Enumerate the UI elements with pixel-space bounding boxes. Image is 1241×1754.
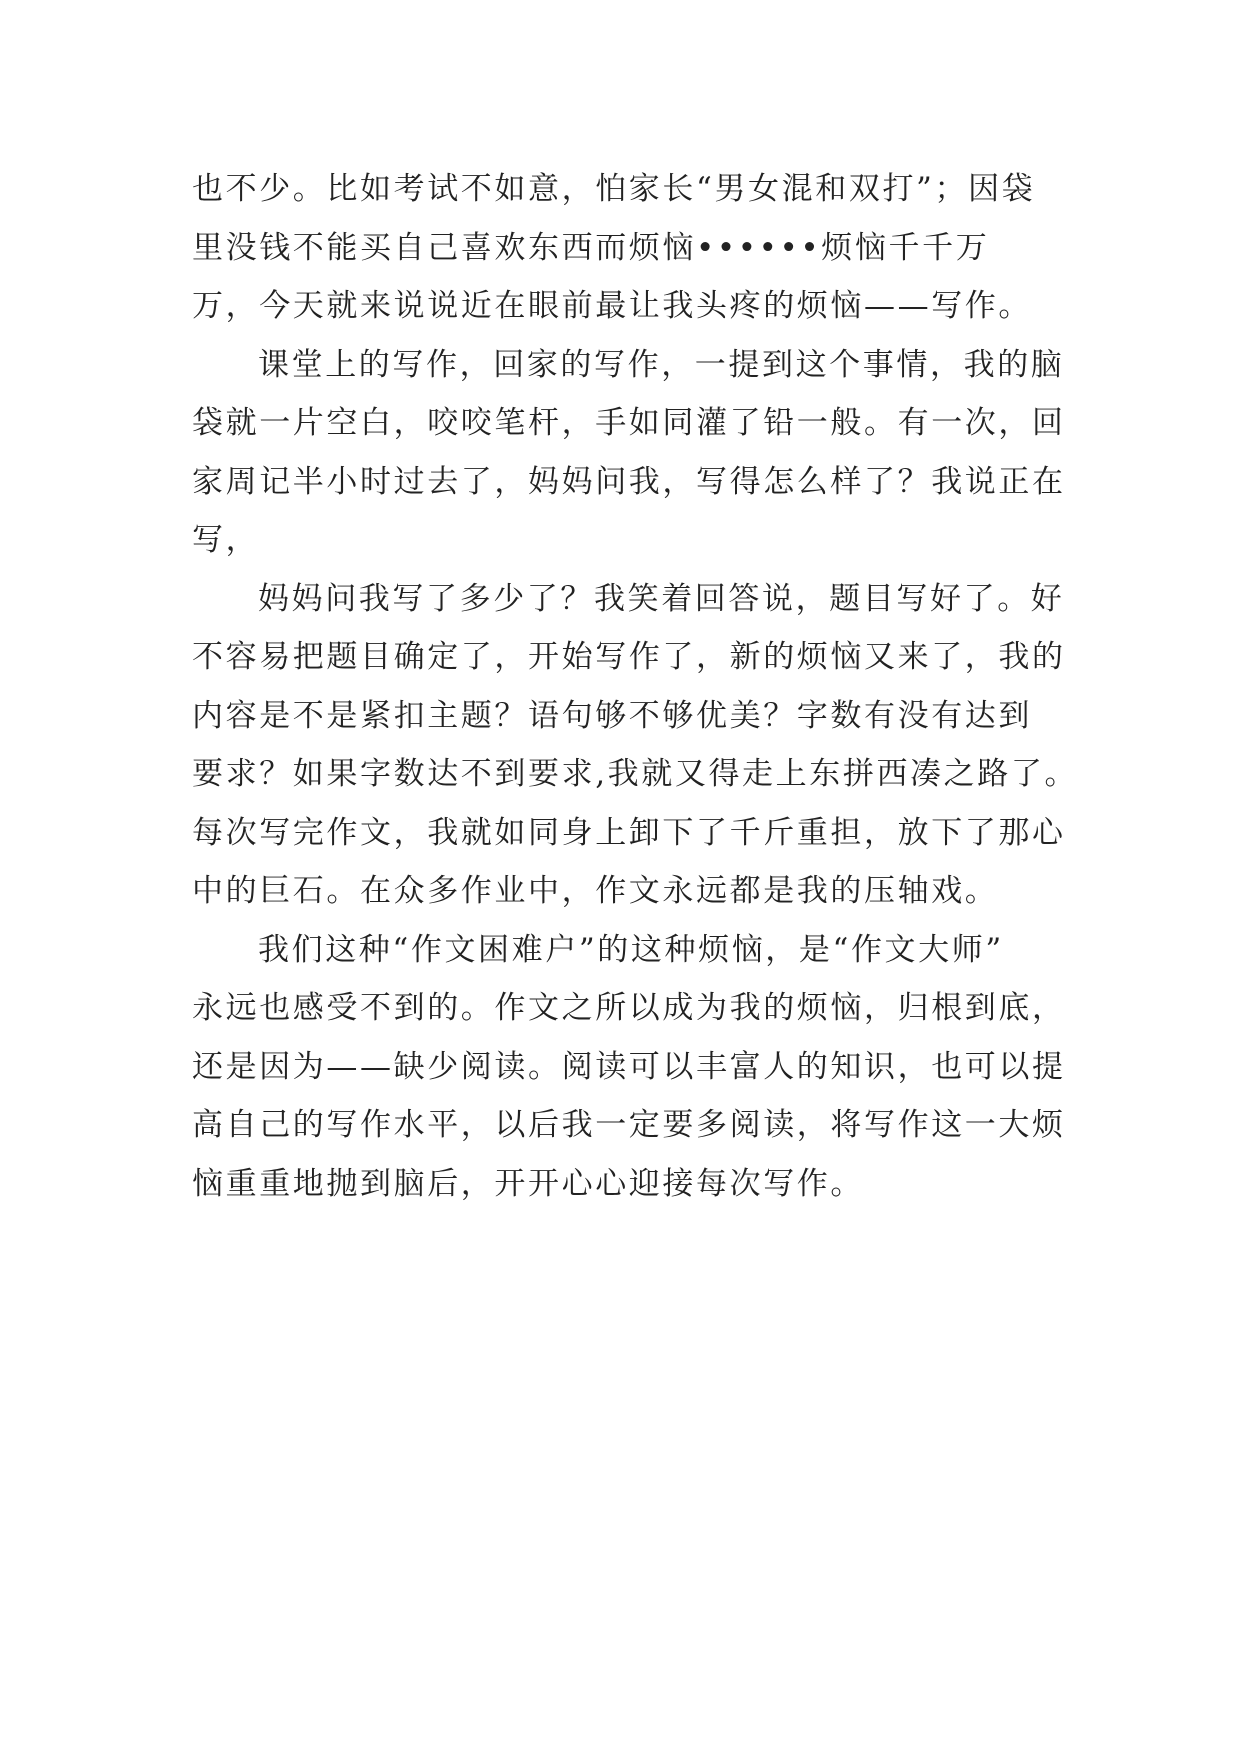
text-line-17: 高自己的写作水平，以后我一定要多阅读，将写作这一大烦 [192, 1107, 1066, 1143]
text-line-18: 恼重重地抛到脑后，开开心心迎接每次写作。 [192, 1165, 864, 1202]
text-line-13: 中的巨石。在众多作业中，作文永远都是我的压轴戏。 [192, 873, 999, 909]
text-line-8: 妈妈问我写了多少了？我笑着回答说，题目写好了。好 [258, 580, 1065, 617]
text-line-10: 内容是不是紧扣主题？语句够不够优美？字数有没有达到 [192, 697, 1032, 734]
text-line-14: 我们这种“作文困难户”的这种烦恼，是“作文大师” [258, 931, 1004, 968]
text-line-12: 每次写完作文，我就如同身上卸下了千斤重担，放下了那心 [192, 814, 1066, 851]
text-line-5: 袋就一片空白，咬咬笔杆，手如同灌了铅一般。有一次，回 [192, 405, 1066, 441]
essay-text [192, 160, 1079, 1213]
text-line-6: 家周记半小时过去了，妈妈问我，写得怎么样了？我说正在 [192, 463, 1066, 500]
text-line-11: 要求？如果字数达不到要求,我就又得走上东拼西凑之路了。 [192, 756, 1079, 792]
text-line-16: 还是因为——缺少阅读。阅读可以丰富人的知识，也可以提 [192, 1048, 1066, 1085]
text-line-2: 里没钱不能买自己喜欢东西而烦恼••••••烦恼千千万 [192, 229, 990, 266]
text-line-3: 万，今天就来说说近在眼前最让我头疼的烦恼——写作。 [192, 288, 1032, 324]
text-line-7: 写， [192, 522, 260, 558]
text-line-1: 也不少。比如考试不如意，怕家长“男女混和双打”；因袋 [192, 171, 1036, 207]
text-line-15: 永远也感受不到的。作文之所以成为我的烦恼，归根到底， [192, 990, 1066, 1026]
text-line-4: 课堂上的写作，回家的写作，一提到这个事情，我的脑 [258, 346, 1065, 383]
text-line-9: 不容易把题目确定了，开始写作了，新的烦恼又来了，我的 [192, 639, 1066, 675]
